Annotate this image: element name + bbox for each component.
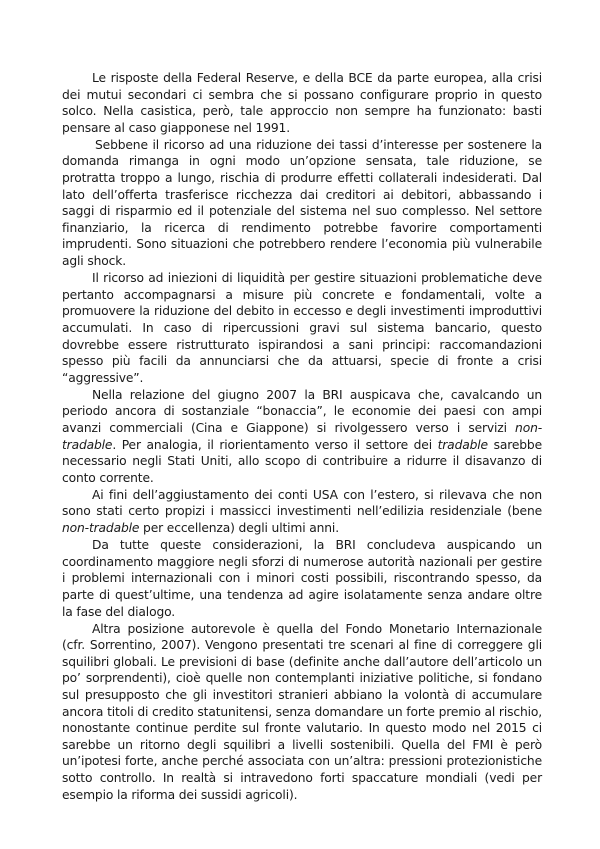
document-page <box>62 70 542 803</box>
paragraph-text: Nella relazione del giugno 2007 la BRI auspicava che, cavalcando un periodo ancora di sostanziale “bonaccia”, le economie dei paesi con ampi avanzi commerciali (Cina e Giappone) si rivolgessero verso i servizi <box>62 387 542 435</box>
paragraph-7 <box>62 621 542 804</box>
paragraph-text: Da tutte queste considerazioni, la BRI concludeva auspicando un coordinamento maggiore negli sforzi di numerose autorità nazionali per gestire i problemi internazionali con i minori costi possibili, riscontrando spesso, da parte di quest’ultime, una tendenza ad agire isolatamente senza andare oltre la fase del dialogo. <box>62 538 542 619</box>
paragraph-text: Sebbene il ricorso ad una riduzione dei tassi d’interesse per sostenere la domanda rimanga in ogni modo un’opzione sensata, tale riduzione, se protratta troppo a lungo, rischia di produrre effetti collaterali indesiderati. Dal lato dell’offerta trasferisce ricchezza dai creditori ai debitori, abbassando i saggi di risparmio ed il potenziale del sistema nel suo complesso. Nel settore finanziario, la ricerca di rendimento potrebbe favorire comportamenti imprudenti. Sono situazioni che potrebbero rendere l’economia più vulnerabile agli shock. <box>62 137 542 269</box>
paragraph-2 <box>62 137 542 270</box>
paragraph-text: Ai fini dell’aggiustamento dei conti USA con l’estero, si rilevava che non sono stati certo propizi i massicci investimenti nell’edilizia residenziale (bene <box>62 487 542 519</box>
paragraph-3 <box>62 270 542 386</box>
paragraph-6 <box>62 537 542 620</box>
paragraph-text: Altra posizione autorevole è quella del Fondo Monetario Internazionale (cfr. Sorrentino, 2007). Vengono presentati tre scenari al fine di correggere gli squilibri globali. Le previsioni di base (definite anche dall’autore dell’articolo un po’ sorprendenti), cioè quelle non contemplanti iniziative politiche, si fondano sul presupposto che gli investitori stranieri abbiano la volontà di accumulare ancora titoli di credito statunitensi, senza domandare un forte premio al rischio, nonostante continue perdite sul fronte valutario. In questo modo nel 2015 ci sarebbe un ritorno degli squilibri a livelli sostenibili. Quella del FMI è però un’ipotesi forte, anche perché associata con un’altra: pressioni protezionistiche sotto controllo. In realtà si intravedono forti spaccature mondiali (vedi per esempio la riforma dei sussidi agricoli). <box>62 621 542 802</box>
italic-term: tradable <box>437 437 488 452</box>
paragraph-5 <box>62 487 542 537</box>
paragraph-4 <box>62 387 542 487</box>
paragraph-text: . Per analogia, il riorientamento verso il settore dei <box>112 437 438 452</box>
paragraph-text: Le risposte della Federal Reserve, e della BCE da parte europea, alla crisi dei mutui secondari ci sembra che si possano configurare proprio in questo solco. Nella casistica, però, tale approccio non sempre ha funzionato: basti pensare al caso giapponese nel 1991. <box>62 71 542 135</box>
paragraph-1 <box>62 70 542 136</box>
italic-term: non-tradable <box>62 420 542 452</box>
paragraph-text: Il ricorso ad iniezioni di liquidità per gestire situazioni problematiche deve pertanto accompagnarsi a misure più concrete e fondamentali, volte a promuovere la riduzione del debito in eccesso e degli investimenti improduttivi accumulati. In caso di ripercussioni gravi sul sistema bancario, questo dovrebbe essere ristrutturato ispirandosi a sani principi: raccomandazioni spesso più facili da annunciarsi che da attuarsi, specie di fronte a crisi “aggressive”. <box>62 271 542 385</box>
paragraph-text: sarebbe necessario negli Stati Uniti, allo scopo di contribuire a ridurre il disavanzo di conto corrente. <box>62 437 542 485</box>
paragraph-text: per eccellenza) degli ultimi anni. <box>139 521 339 536</box>
italic-term: non-tradable <box>62 521 140 536</box>
